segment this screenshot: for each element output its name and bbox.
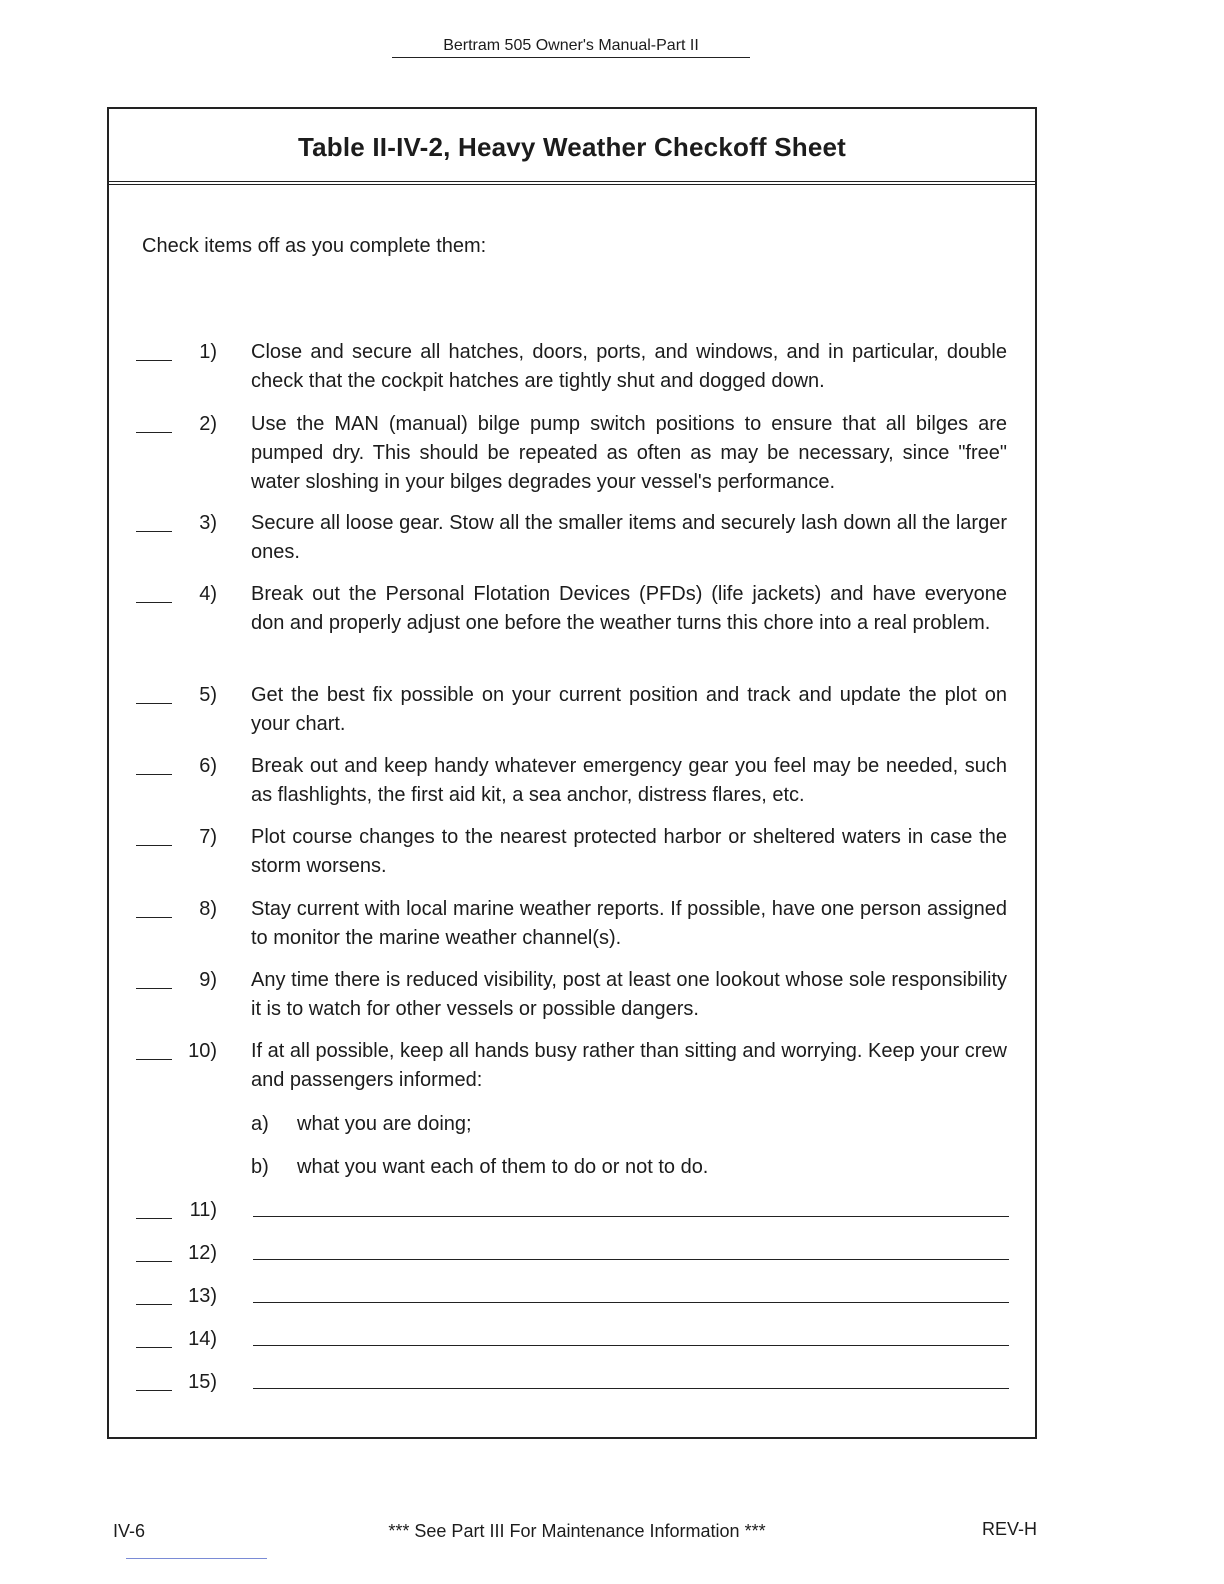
sub-item-letter: b) bbox=[251, 1156, 269, 1178]
checkbox-blank[interactable] bbox=[136, 917, 172, 918]
checkbox-blank[interactable] bbox=[136, 845, 172, 846]
checkbox-blank[interactable] bbox=[136, 602, 172, 603]
table-title: Table II-IV-2, Heavy Weather Checkoff Sheet bbox=[109, 109, 1035, 185]
checkbox-blank[interactable] bbox=[136, 1261, 172, 1262]
item-number: 12) bbox=[188, 1242, 217, 1264]
sub-item-text: what you want each of them to do or not to do. bbox=[297, 1156, 709, 1178]
checkbox-blank[interactable] bbox=[136, 432, 172, 433]
write-in-line[interactable] bbox=[253, 1345, 1009, 1346]
item-text: Get the best fix possible on your current position and track and update the plot on your chart. bbox=[251, 684, 1007, 735]
item-number: 14) bbox=[188, 1328, 217, 1350]
checkbox-blank[interactable] bbox=[136, 988, 172, 989]
item-number: 4) bbox=[199, 583, 217, 605]
item-number: 10) bbox=[188, 1040, 217, 1062]
sub-item bbox=[251, 1153, 708, 1182]
instruction-text: Check items off as you complete them: bbox=[142, 235, 487, 257]
item-text: Break out the Personal Flotation Devices (PFDs) (life jackets) and have everyone don and properly adjust one before the weather turns this chore into a real problem. bbox=[251, 583, 1007, 634]
write-in-line[interactable] bbox=[253, 1302, 1009, 1303]
checkbox-blank[interactable] bbox=[136, 1059, 172, 1060]
write-in-line[interactable] bbox=[253, 1388, 1009, 1389]
footer-note: *** See Part III For Maintenance Information *** bbox=[388, 1521, 766, 1541]
item-text: Any time there is reduced visibility, post at least one lookout whose sole responsibility it is to watch for other vessels or possible dangers. bbox=[251, 969, 1007, 1020]
bottom-rule-divider bbox=[126, 1558, 267, 1559]
item-number: 7) bbox=[199, 826, 217, 848]
item-text: Stay current with local marine weather reports. If possible, have one person assigned to monitor the marine weather channel(s). bbox=[251, 898, 1007, 949]
item-number: 11) bbox=[189, 1199, 217, 1221]
checkbox-blank[interactable] bbox=[136, 1304, 172, 1305]
item-text: Close and secure all hatches, doors, ports, and windows, and in particular, double check that the cockpit hatches are tightly shut and dogged down. bbox=[251, 341, 1007, 392]
item-number: 13) bbox=[188, 1285, 217, 1307]
item-number: 6) bbox=[199, 755, 217, 777]
checkbox-blank[interactable] bbox=[136, 360, 172, 361]
checkbox-blank[interactable] bbox=[136, 531, 172, 532]
checkbox-blank[interactable] bbox=[136, 703, 172, 704]
item-text: Secure all loose gear. Stow all the smaller items and securely lash down all the larger ones. bbox=[251, 512, 1007, 563]
item-number: 3) bbox=[199, 512, 217, 534]
page-number: IV-6 bbox=[113, 1521, 146, 1541]
item-text: Plot course changes to the nearest protected harbor or sheltered waters in case the storm worsens. bbox=[251, 826, 1007, 877]
item-number: 15) bbox=[188, 1371, 217, 1393]
running-header: Bertram 505 Owner's Manual-Part II bbox=[392, 36, 750, 58]
item-text: Break out and keep handy whatever emergency gear you feel may be needed, such as flashlights, the first aid kit, a sea anchor, distress flares, etc. bbox=[251, 755, 1007, 806]
checkbox-blank[interactable] bbox=[136, 1218, 172, 1219]
item-number: 5) bbox=[199, 684, 217, 706]
item-number: 9) bbox=[199, 969, 217, 991]
item-number: 8) bbox=[199, 898, 217, 920]
item-text: If at all possible, keep all hands busy rather than sitting and worrying. Keep your crew and passengers informed: bbox=[251, 1040, 1007, 1091]
write-in-line[interactable] bbox=[253, 1216, 1009, 1217]
sub-item bbox=[251, 1110, 472, 1139]
item-number: 2) bbox=[199, 413, 217, 435]
revision-label: REV-H bbox=[982, 1519, 1038, 1539]
checkbox-blank[interactable] bbox=[136, 1347, 172, 1348]
checkbox-blank[interactable] bbox=[136, 1390, 172, 1391]
checkoff-table bbox=[107, 107, 1037, 1439]
sub-item-letter: a) bbox=[251, 1113, 269, 1135]
write-in-line[interactable] bbox=[253, 1259, 1009, 1260]
sub-item-text: what you are doing; bbox=[297, 1113, 472, 1135]
item-number: 1) bbox=[199, 341, 217, 363]
item-text: Use the MAN (manual) bilge pump switch positions to ensure that all bilges are pumped dry. This should be repeated as often as may be necessary, since "free" water sloshing in your bilges degrades your vessel's performance. bbox=[251, 413, 1007, 493]
checkbox-blank[interactable] bbox=[136, 774, 172, 775]
